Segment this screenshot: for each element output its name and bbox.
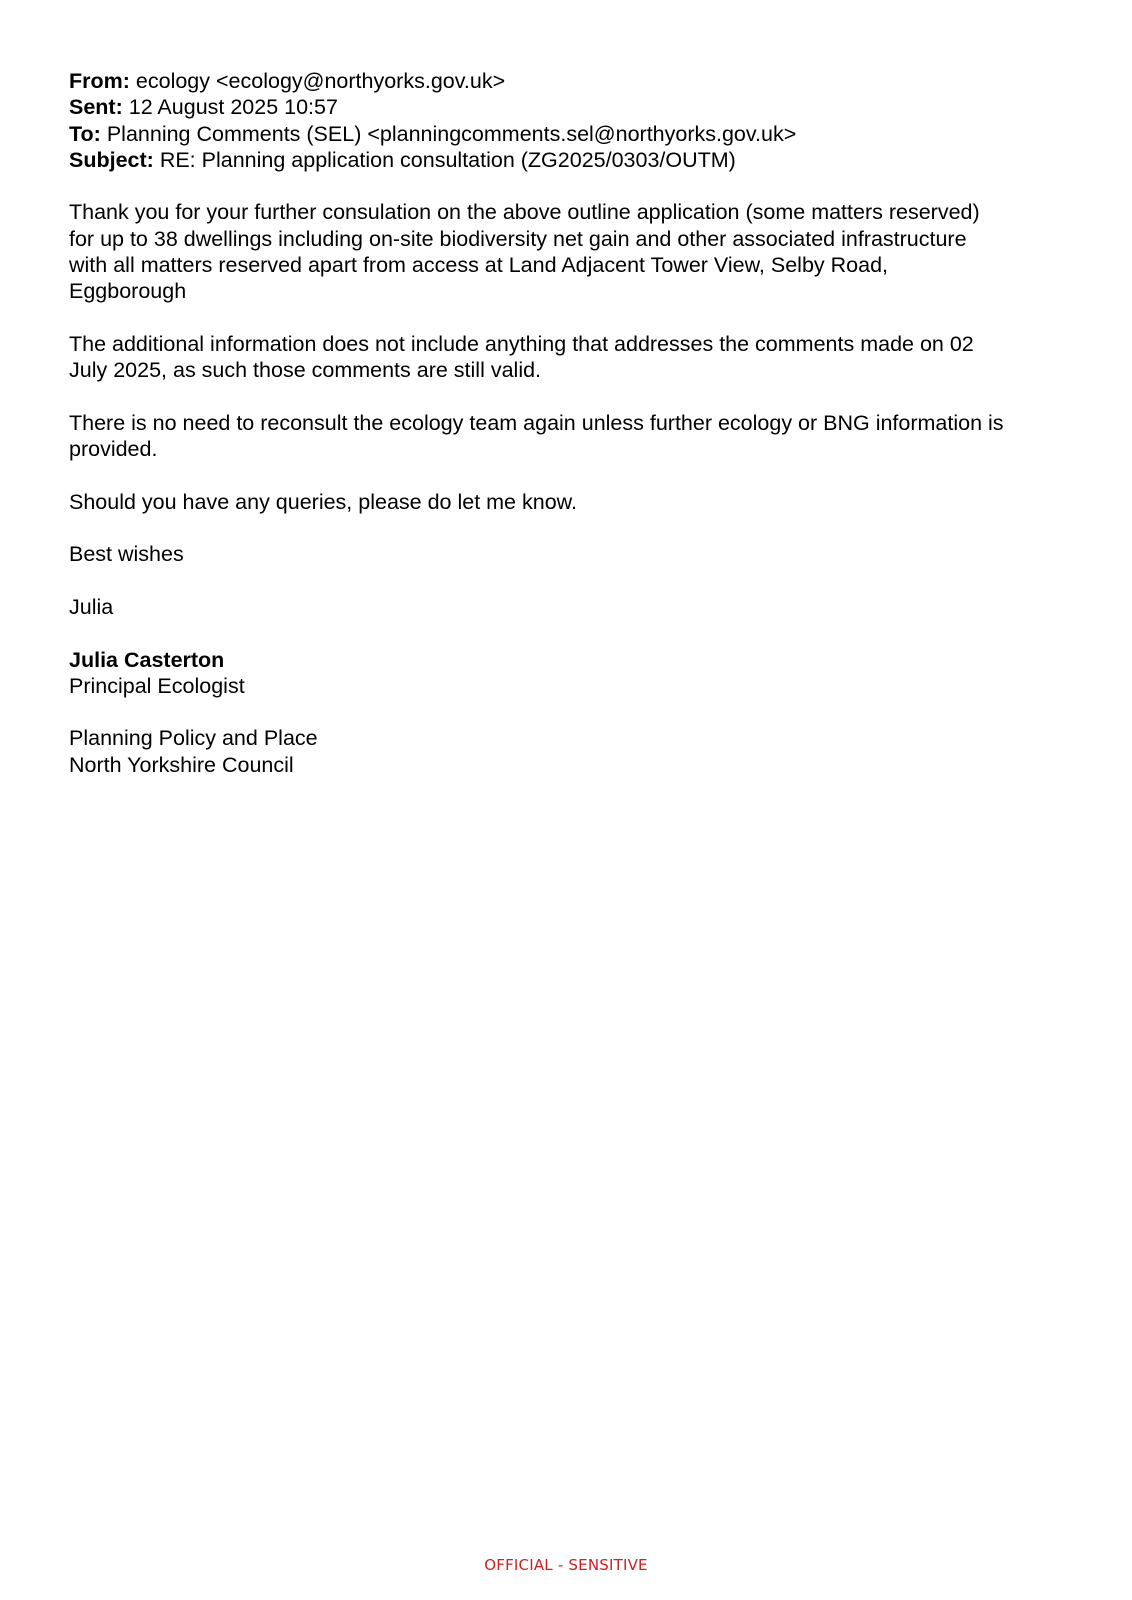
text-line: There is no need to reconsult the ecology team again unless further ecology or BNG information is: [69, 410, 1004, 435]
from-value: ecology <ecology@northyorks.gov.uk>: [135, 69, 506, 93]
signature-name: Julia Casterton: [69, 647, 225, 672]
to-value: Planning Comments (SEL) <planningcomments.sel@northyorks.gov.uk>: [106, 121, 797, 146]
signature-title: Principal Ecologist: [69, 673, 245, 698]
signature-block: [69, 647, 1069, 778]
sender-first-name: Julia: [69, 594, 114, 619]
sent-line: [69, 94, 1069, 120]
body-paragraph-reconsult: [69, 410, 1069, 463]
sent-value: 12 August 2025 10:57: [128, 95, 338, 120]
subject-label: Subject:: [69, 147, 154, 172]
text-line: with all matters reserved apart from access at Land Adjacent Tower View, Selby Road,: [69, 253, 889, 278]
text-line: provided.: [69, 437, 158, 462]
body-paragraph-consultation: [69, 199, 1069, 304]
signature-department: Planning Policy and Place: [69, 726, 318, 751]
signature-organisation: North Yorkshire Council: [69, 752, 294, 777]
closing-line: Best wishes: [69, 542, 184, 567]
to-label: To:: [69, 121, 101, 146]
from-label: From:: [69, 69, 130, 93]
classification-label: OFFICIAL - SENSITIVE: [484, 1556, 648, 1574]
from-line: [69, 68, 1069, 94]
subject-line: [69, 147, 1069, 173]
email-document: [69, 68, 1069, 778]
text-line: Thank you for your further consulation on the above outline application (some matters reserved): [69, 200, 980, 225]
text-line: The additional information does not include anything that addresses the comments made on 02: [69, 331, 974, 356]
text-line: July 2025, as such those comments are still valid.: [69, 358, 542, 383]
body-paragraph-queries: Should you have any queries, please do let me know.: [69, 489, 577, 514]
to-line: [69, 121, 1069, 147]
body-paragraph-additional-info: [69, 331, 1069, 384]
email-headers: [69, 68, 1069, 173]
subject-value: RE: Planning application consultation (ZG2025/0303/OUTM): [159, 147, 736, 172]
sent-label: Sent:: [69, 95, 123, 120]
text-line: Eggborough: [69, 279, 187, 304]
text-line: for up to 38 dwellings including on-site biodiversity net gain and other associated infrastructure: [69, 226, 967, 251]
